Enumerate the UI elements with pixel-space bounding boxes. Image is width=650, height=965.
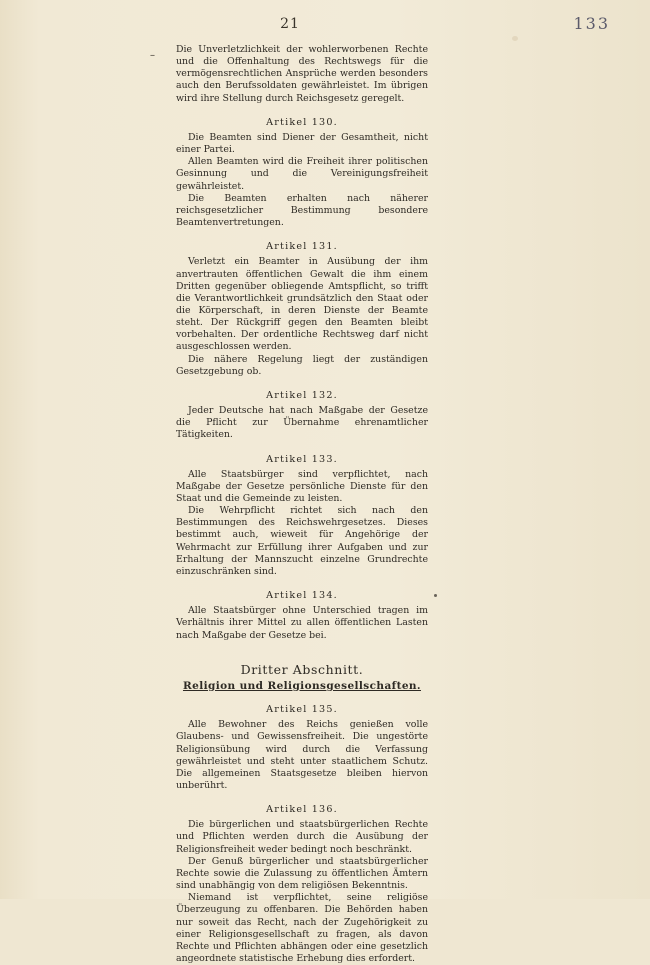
article-heading: Artikel 133. (266, 453, 338, 465)
article-paragraph: Der Genuß bürgerlicher und staatsbürgerlicher Rechte sowie die Zulassung zu öffentlichen Ämtern sind unabhängig von dem religiösen Bekenntnis. (176, 855, 428, 892)
article-paragraph: Alle Staatsbürger ohne Unterschied tragen im Verhältnis ihrer Mittel zu allen öffentlichen Lasten nach Maßgabe der Gesetze bei. (176, 605, 428, 641)
intro-paragraph: Die Unverletzlichkeit der wohlerworbenen Rechte und die Offenhaltung des Rechtswegs für die vermögensrechtlichen Ansprüche werden besonders auch den Berufssoldaten gewährleistet. Im übrigen wird ihre Stellung durch Reichsgesetz geregelt. (176, 44, 428, 104)
article-135 (176, 704, 428, 792)
article-paragraph: Alle Bewohner des Reichs genießen volle Glaubens- und Gewissensfreiheit. Die ungestörte Religionsübung wird durch die Verfassung gewährleistet und steht unter staatlichem Schutz. Die allgemeinen Staatsgesetze bleiben hiervon unberührt. (176, 719, 428, 791)
article-paragraph: Alle Staatsbürger sind verpflichtet, nach Maßgabe der Gesetze persönliche Dienste für den Staat und die Gemeinde zu leisten. (176, 468, 428, 504)
paper-spot (512, 36, 518, 41)
article-paragraph: Die bürgerlichen und staatsbürgerlichen Rechte und Pflichten werden durch die Ausübung der Religionsfreiheit weder bedingt noch beschränkt. (176, 819, 428, 855)
article-paragraph: Allen Beamten wird die Freiheit ihrer politischen Gesinnung und die Vereinigungsfreiheit gewährleistet. (176, 156, 428, 192)
article-heading: Artikel 130. (266, 116, 338, 128)
ink-dot (434, 594, 437, 597)
article-paragraph: Die Beamten erhalten nach näherer reichsgesetzlicher Bestimmung besondere Beamtenvertretungen. (176, 192, 428, 229)
article-paragraph: Jeder Deutsche hat nach Maßgabe der Gesetze die Pflicht zur Übernahme ehrenamtlicher Tätigkeiten. (176, 405, 428, 441)
article-paragraph: Die nähere Regelung liegt der zuständigen Gesetzgebung ob. (176, 353, 428, 377)
section-subheading (176, 680, 428, 692)
article-paragraph: Die Beamten sind Diener der Gesamtheit, nicht einer Partei. (176, 131, 428, 156)
page-number: 21 (280, 16, 300, 32)
archive-number: 133 (573, 14, 610, 33)
lead-dash: – (150, 50, 155, 61)
article-131 (176, 241, 428, 378)
article-heading: Artikel 131. (266, 241, 338, 253)
article-heading: Artikel 134. (266, 590, 338, 602)
article-132 (176, 390, 428, 442)
article-134 (176, 590, 428, 642)
article-paragraph: Die Wehrpflicht richtet sich nach den Bestimmungen des Reichswehrgesetzes. Dieses bestimmt auch, wieweit für Angehörige der Wehrmacht zur Erfüllung ihrer Aufgaben und zur Erhaltung der Mannszucht einzelne Grundrechte einzuschränken sind. (176, 505, 428, 577)
article-133 (176, 454, 428, 579)
article-paragraph: Verletzt ein Beamter in Ausübung der ihm anvertrauten öffentlichen Gewalt die ihm einem Dritten gegenüber obliegende Amtspflicht, so trifft die Verantwortlichkeit grundsätzlich den Staat oder die Körperschaft, in deren Dienste der Beamte steht. Der Rückgriff gegen den Beamten bleibt vorbehalten. Der ordentliche Rechtsweg darf nicht ausgeschlossen werden. (176, 256, 428, 353)
section-subheading-text: Religion und Religionsgesellschaften. (182, 679, 421, 692)
article-heading: Artikel 136. (266, 804, 338, 816)
article-paragraph: Niemand ist verpflichtet, seine religiöse Überzeugung zu offenbaren. Die Behörden haben nur soweit das Recht, nach der Zugehörigkeit zu einer Religionsgesellschaft zu fragen, als davon Rechte und Pflichten abhängen oder eine gesetzlich angeordnete statistische Erhebung dies erfordert. (176, 892, 428, 964)
article-heading: Artikel 132. (266, 389, 338, 401)
article-heading: Artikel 135. (266, 704, 338, 716)
section-heading: Dritter Abschnitt. (240, 661, 364, 677)
article-130 (176, 117, 428, 229)
document-body (176, 44, 428, 965)
article-136 (176, 804, 428, 965)
